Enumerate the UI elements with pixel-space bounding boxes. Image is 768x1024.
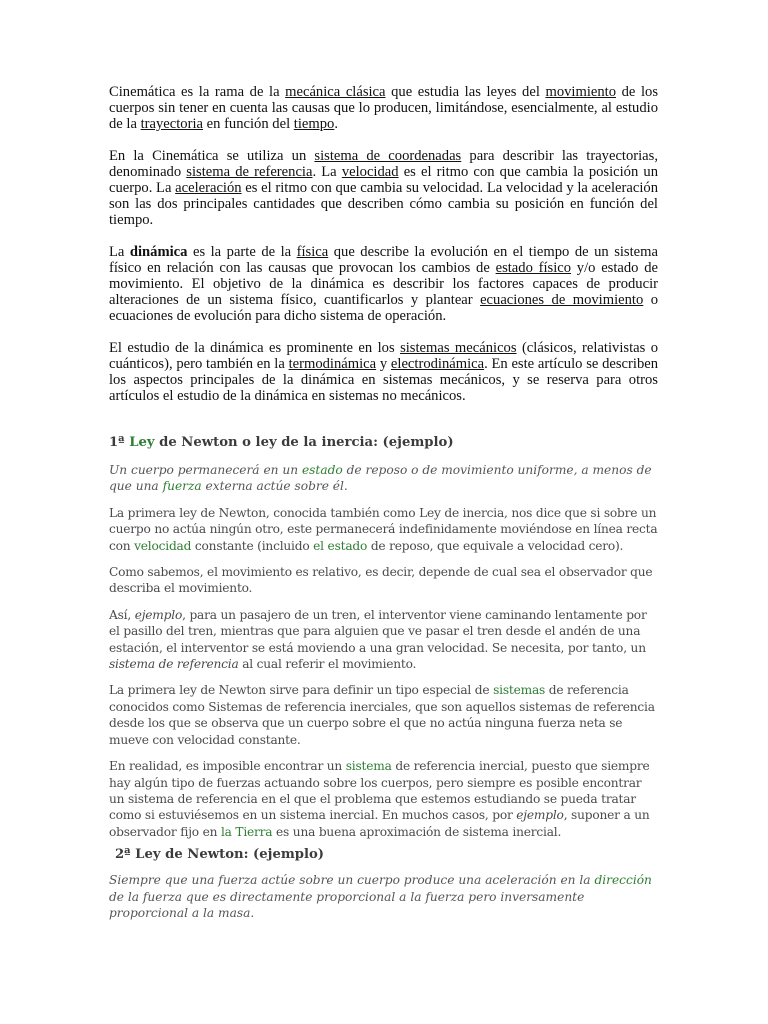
paragraph-sistema-coordenadas: En la Cinemática se utiliza un sistema de coordenadas para describir las trayectorias, denominado sistema de referencia. La velocidad es el ritmo con que cambia la posición un cuerpo. La aceleración es el ritmo con que cambia su velocidad. La velocidad y la aceleración son las dos principales cantidades que describen cómo cambia su posición en función del tiempo. [109,148,659,228]
newton-laws-section [109,434,658,921]
link-aceleracion[interactable]: aceleración [175,180,242,196]
link-movimiento[interactable]: movimiento [545,84,617,100]
paragraph-ejemplo-tren: Así, ejemplo, para un pasajero de un tren, el interventor viene caminando lentamente por el pasillo del tren, mientras que para alguien que ve pasar el tren desde el andén de una estación, el interventor se está moviendo a una gran velocidad. Se necesita, por tanto, un sistema de referencia al cual referir el movimiento. [109,607,647,672]
paragraph-sistemas-inerciales: La primera ley de Newton sirve para definir un tipo especial de sistemas de referencia conocidos como Sistemas de referencia inerciales, que son aquellos sistemas de referencia desde los que se observa que un cuerpo sobre el que no actúa ninguna fuerza neta se mueve con velocidad constante. [109,683,655,747]
paragraph-cinematica: Cinemática es la rama de la mecánica clásica que estudia las leyes del movimiento de los cuerpos sin tener en cuenta las causas que lo producen, limitándose, esencialmente, al estudio de la trayectoria en función del tiempo. [109,84,658,132]
paragraph-sistemas-mecanicos: El estudio de la dinámica es prominente en los sistemas mecánicos (clásicos, relativistas o cuánticos), pero también en la termodinámica y electrodinámica. En este artículo se describen los aspectos principales de la dinámica en sistemas mecánicos, y se reserva para otros artículos el estudio de la dinámica en sistemas no mecánicos. [109,340,659,404]
link-tiempo[interactable]: tiempo [293,116,335,132]
link-la-tierra[interactable]: la Tierra [220,824,273,839]
link-ley[interactable]: Ley [129,435,155,450]
paragraph-movimiento-relativo: Como sabemos, el movimiento es relativo, es decir, depende de cual sea el observador que describa el movimiento. [109,565,653,596]
quote-second-law: Siempre que una fuerza actúe sobre un cuerpo produce una aceleración en la dirección de la fuerza que es directamente proporcional a la fuerza pero inversamente proporcional a la masa. [109,873,652,920]
link-estado-fisico[interactable]: estado físico [495,260,572,276]
link-velocidad-green[interactable]: velocidad [134,538,192,553]
link-termodinamica[interactable]: termodinámica [288,356,377,372]
link-estado[interactable]: estado [301,463,343,477]
link-velocidad[interactable]: velocidad [341,164,399,180]
paragraph-dinamica: La dinámica es la parte de la física que describe la evolución en el tiempo de un sistema físico en relación con las causas que provocan los cambios de estado físico y/o estado de movimiento. El objetivo de la dinámica es describir los factores capaces de producir alteraciones de un sistema físico, cuantificarlos y plantear ecuaciones de movimiento o ecuaciones de evolución para dicho sistema de operación. [109,244,658,324]
term-dinamica: dinámica [129,244,188,260]
paragraph-ley-inercia: La primera ley de Newton, conocida también como Ley de inercia, nos dice que si sobre un cuerpo no actúa ningún otro, este permanecerá indefinidamente moviéndose en línea recta con velocidad constante (incluido el estado de reposo, que equivale a velocidad cero). [109,505,658,553]
link-direccion[interactable]: dirección [594,873,652,888]
link-ecuaciones-de-movimiento[interactable]: ecuaciones de movimiento [480,292,644,308]
link-sistemas[interactable]: sistemas [493,683,546,698]
link-electrodinamica[interactable]: electrodinámica [390,356,485,372]
link-fuerza[interactable]: fuerza [162,479,202,494]
link-sistemas-mecanicos[interactable]: sistemas mecánicos [400,340,517,356]
link-sistema[interactable]: sistema [345,759,392,774]
heading-first-law: 1ª Ley de Newton o ley de la inercia: (ejemplo) [109,435,454,450]
link-sistema-de-referencia[interactable]: sistema de referencia [186,164,313,180]
cinematica-dinamica-section [109,84,658,404]
link-fisica[interactable]: física [296,244,329,260]
link-el-estado[interactable]: el estado [313,538,368,553]
paragraph-sistema-inercial-real: En realidad, es imposible encontrar un sistema de referencia inercial, puesto que siempre hay algún tipo de fuerzas actuando sobre los cuerpos, pero siempre es posible encontrar un sistema de referencia en el que el problema que estemos estudiando se pueda tratar como si estuviésemos en un sistema inercial. En muchos casos, por ejemplo, suponer a un observador fijo en la Tierra es una buena aproximación de sistema inercial. [109,759,650,839]
heading-second-law: 2ª Ley de Newton: (ejemplo) [115,847,325,863]
quote-first-law: Un cuerpo permanecerá en un estado de reposo o de movimiento uniforme, a menos de que una fuerza externa actúe sobre él. [109,463,652,494]
link-trayectoria[interactable]: trayectoria [140,116,203,132]
link-mecanica-clasica[interactable]: mecánica clásica [285,84,386,100]
link-sistema-de-coordenadas[interactable]: sistema de coordenadas [314,148,462,164]
